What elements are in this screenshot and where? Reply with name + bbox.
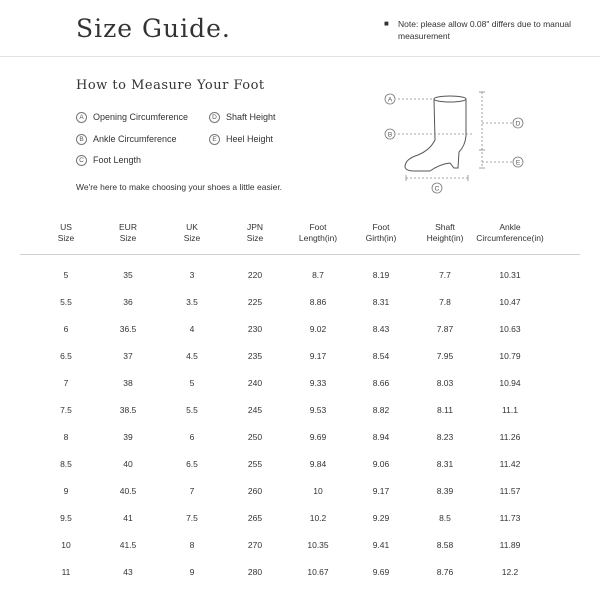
- cell-us-size: 9.5: [60, 513, 72, 523]
- cell-foot-girth: 8.54: [372, 351, 390, 361]
- cell-shaft-height: 7.8: [439, 297, 451, 307]
- cell-shaft-height: 8.39: [436, 486, 454, 496]
- header-line: US: [60, 222, 72, 232]
- cell-foot-length: 8.86: [309, 297, 327, 307]
- legend-opening-circumference: [76, 111, 188, 123]
- cell-jpn-size: 260: [247, 486, 263, 496]
- cell-shaft-height: 8.31: [436, 459, 454, 469]
- header-line: Foot: [309, 222, 327, 232]
- cell-ankle-circumference: 11.89: [499, 540, 521, 550]
- table-row: [0, 378, 600, 392]
- cell-shaft-height: 8.76: [436, 567, 454, 577]
- cell-jpn-size: 225: [247, 297, 263, 307]
- cell-uk-size: 7: [189, 486, 195, 496]
- header-line: Shaft: [435, 222, 455, 232]
- table-header-divider: [20, 254, 580, 255]
- cell-uk-size: 3.5: [186, 297, 198, 307]
- cell-us-size: 11: [61, 567, 71, 577]
- table-row: [0, 351, 600, 365]
- cell-uk-size: 8: [189, 540, 195, 550]
- cell-eur-size: 36.5: [119, 324, 137, 334]
- cell-eur-size: 38: [123, 378, 133, 388]
- cell-eur-size: 38.5: [119, 405, 137, 415]
- legend-label: Ankle Circumference: [93, 134, 177, 144]
- cell-foot-length: 10.35: [307, 540, 329, 550]
- cell-jpn-size: 270: [247, 540, 263, 550]
- cell-jpn-size: 245: [247, 405, 263, 415]
- cell-uk-size: 3: [189, 270, 195, 280]
- cell-foot-girth: 9.41: [372, 540, 390, 550]
- header-line: Circumference(in): [476, 233, 544, 243]
- diagram-letter-e-text: E: [515, 159, 521, 167]
- header-line: UK: [186, 222, 198, 232]
- cell-uk-size: 4.5: [186, 351, 198, 361]
- legend-foot-length: [76, 154, 141, 166]
- header-line: Girth(in): [365, 233, 397, 243]
- cell-jpn-size: 280: [247, 567, 263, 577]
- cell-us-size: 7: [63, 378, 69, 388]
- table-row: [0, 270, 600, 284]
- diagram-letter-d-text: D: [515, 120, 521, 128]
- legend-heel-height: [209, 133, 273, 145]
- cell-foot-length: 9.02: [309, 324, 327, 334]
- cell-eur-size: 40: [123, 459, 133, 469]
- header-line: Size: [183, 233, 201, 243]
- table-row: [0, 459, 600, 473]
- cell-foot-girth: 8.94: [372, 432, 390, 442]
- diagram-letter-a-text: A: [387, 96, 393, 104]
- cell-ankle-circumference: 10.94: [499, 378, 521, 388]
- cell-ankle-circumference: 10.79: [499, 351, 521, 361]
- table-row: [0, 486, 600, 500]
- cell-us-size: 6.5: [60, 351, 72, 361]
- header-line: Size: [119, 233, 137, 243]
- cell-foot-girth: 8.66: [372, 378, 390, 388]
- diagram-letter-b-text: B: [387, 131, 393, 139]
- cell-uk-size: 6.5: [186, 459, 198, 469]
- cell-ankle-circumference: 11.26: [499, 432, 521, 442]
- cell-us-size: 5: [63, 270, 69, 280]
- cell-shaft-height: 8.11: [437, 405, 453, 415]
- tagline: We're here to make choosing your shoes a little easier.: [76, 182, 283, 192]
- cell-eur-size: 36: [123, 297, 133, 307]
- cell-foot-girth: 8.31: [372, 297, 390, 307]
- cell-us-size: 10: [61, 540, 71, 550]
- cell-foot-length: 9.53: [309, 405, 327, 415]
- table-row: [0, 297, 600, 311]
- cell-jpn-size: 265: [247, 513, 263, 523]
- cell-jpn-size: 230: [247, 324, 263, 334]
- note-bullet: ■: [384, 19, 389, 28]
- cell-jpn-size: 235: [247, 351, 263, 361]
- cell-shaft-height: 7.87: [436, 324, 454, 334]
- legend-label: Foot Length: [93, 155, 142, 165]
- cell-foot-length: 10.67: [307, 567, 329, 577]
- cell-us-size: 7.5: [60, 405, 72, 415]
- measure-title: How to Measure Your Foot: [76, 78, 265, 93]
- cell-us-size: 5.5: [60, 297, 72, 307]
- header-line: Length(in): [298, 233, 338, 243]
- legend-ankle-circumference: [76, 133, 177, 145]
- cell-jpn-size: 255: [247, 459, 263, 469]
- header-line: JPN: [246, 222, 264, 232]
- cell-foot-length: 8.7: [312, 270, 324, 280]
- header-ankle-circumference: [465, 222, 555, 244]
- cell-uk-size: 5: [189, 378, 195, 388]
- cell-jpn-size: 250: [247, 432, 263, 442]
- cell-ankle-circumference: 11.57: [499, 486, 521, 496]
- cell-uk-size: 4: [189, 324, 195, 334]
- cell-foot-length: 10: [313, 486, 323, 496]
- header-line: Foot: [372, 222, 390, 232]
- legend-label: Opening Circumference: [93, 112, 189, 122]
- cell-shaft-height: 8.23: [436, 432, 454, 442]
- cell-eur-size: 35: [123, 270, 133, 280]
- cell-uk-size: 6: [189, 432, 195, 442]
- cell-foot-girth: 9.29: [372, 513, 390, 523]
- cell-us-size: 6: [63, 324, 69, 334]
- boot-measurement-diagram: [378, 84, 538, 194]
- cell-ankle-circumference: 11.42: [499, 459, 521, 469]
- cell-ankle-circumference: 10.63: [499, 324, 521, 334]
- boot-icon: [405, 96, 466, 171]
- note-text: Note: please allow 0.08" differs due to manual measurement: [398, 19, 571, 41]
- legend-label: Shaft Height: [226, 112, 276, 122]
- cell-foot-length: 9.33: [309, 378, 327, 388]
- cell-eur-size: 41: [123, 513, 133, 523]
- diagram-letter-c-text: C: [434, 185, 440, 193]
- header-line: EUR: [119, 222, 137, 232]
- letter-b-icon: B: [76, 134, 87, 145]
- header-line: Size: [246, 233, 264, 243]
- cell-shaft-height: 8.5: [439, 513, 451, 523]
- cell-uk-size: 7.5: [186, 513, 198, 523]
- legend-shaft-height: [209, 111, 276, 123]
- cell-uk-size: 5.5: [186, 405, 198, 415]
- cell-shaft-height: 7.7: [439, 270, 451, 280]
- header-line: Height(in): [426, 233, 464, 243]
- cell-foot-length: 9.69: [309, 432, 327, 442]
- cell-ankle-circumference: 11.73: [499, 513, 521, 523]
- cell-ankle-circumference: 12.2: [501, 567, 519, 577]
- letter-c-icon: C: [76, 155, 87, 166]
- cell-foot-girth: 8.19: [372, 270, 390, 280]
- header-divider: [0, 56, 600, 57]
- cell-eur-size: 41.5: [119, 540, 137, 550]
- cell-eur-size: 39: [123, 432, 133, 442]
- letter-a-icon: A: [76, 112, 87, 123]
- header-line: Ankle: [499, 222, 521, 232]
- cell-eur-size: 43: [123, 567, 133, 577]
- table-row: [0, 432, 600, 446]
- cell-jpn-size: 240: [247, 378, 263, 388]
- cell-ankle-circumference: 11.1: [502, 405, 518, 415]
- cell-us-size: 9: [63, 486, 69, 496]
- cell-foot-length: 10.2: [309, 513, 327, 523]
- cell-us-size: 8: [63, 432, 69, 442]
- cell-foot-girth: 9.17: [372, 486, 390, 496]
- cell-ankle-circumference: 10.47: [499, 297, 521, 307]
- cell-eur-size: 40.5: [119, 486, 137, 496]
- letter-d-icon: D: [209, 112, 220, 123]
- table-row: [0, 540, 600, 554]
- cell-us-size: 8.5: [60, 459, 72, 469]
- cell-foot-length: 9.17: [309, 351, 327, 361]
- cell-ankle-circumference: 10.31: [499, 270, 521, 280]
- cell-foot-girth: 8.43: [372, 324, 390, 334]
- table-row: [0, 324, 600, 338]
- table-row: [0, 567, 600, 581]
- cell-shaft-height: 8.58: [436, 540, 454, 550]
- cell-uk-size: 9: [189, 567, 195, 577]
- table-row: [0, 513, 600, 527]
- cell-foot-girth: 9.69: [372, 567, 390, 577]
- cell-jpn-size: 220: [247, 270, 263, 280]
- table-row: [0, 405, 600, 419]
- cell-shaft-height: 8.03: [436, 378, 454, 388]
- cell-foot-girth: 8.82: [372, 405, 390, 415]
- cell-eur-size: 37: [123, 351, 133, 361]
- letter-e-icon: E: [209, 134, 220, 145]
- cell-shaft-height: 7.95: [436, 351, 454, 361]
- header-line: Size: [57, 233, 75, 243]
- cell-foot-girth: 9.06: [372, 459, 390, 469]
- legend-label: Heel Height: [226, 134, 274, 144]
- page-title: Size Guide.: [76, 14, 231, 43]
- cell-foot-length: 9.84: [309, 459, 327, 469]
